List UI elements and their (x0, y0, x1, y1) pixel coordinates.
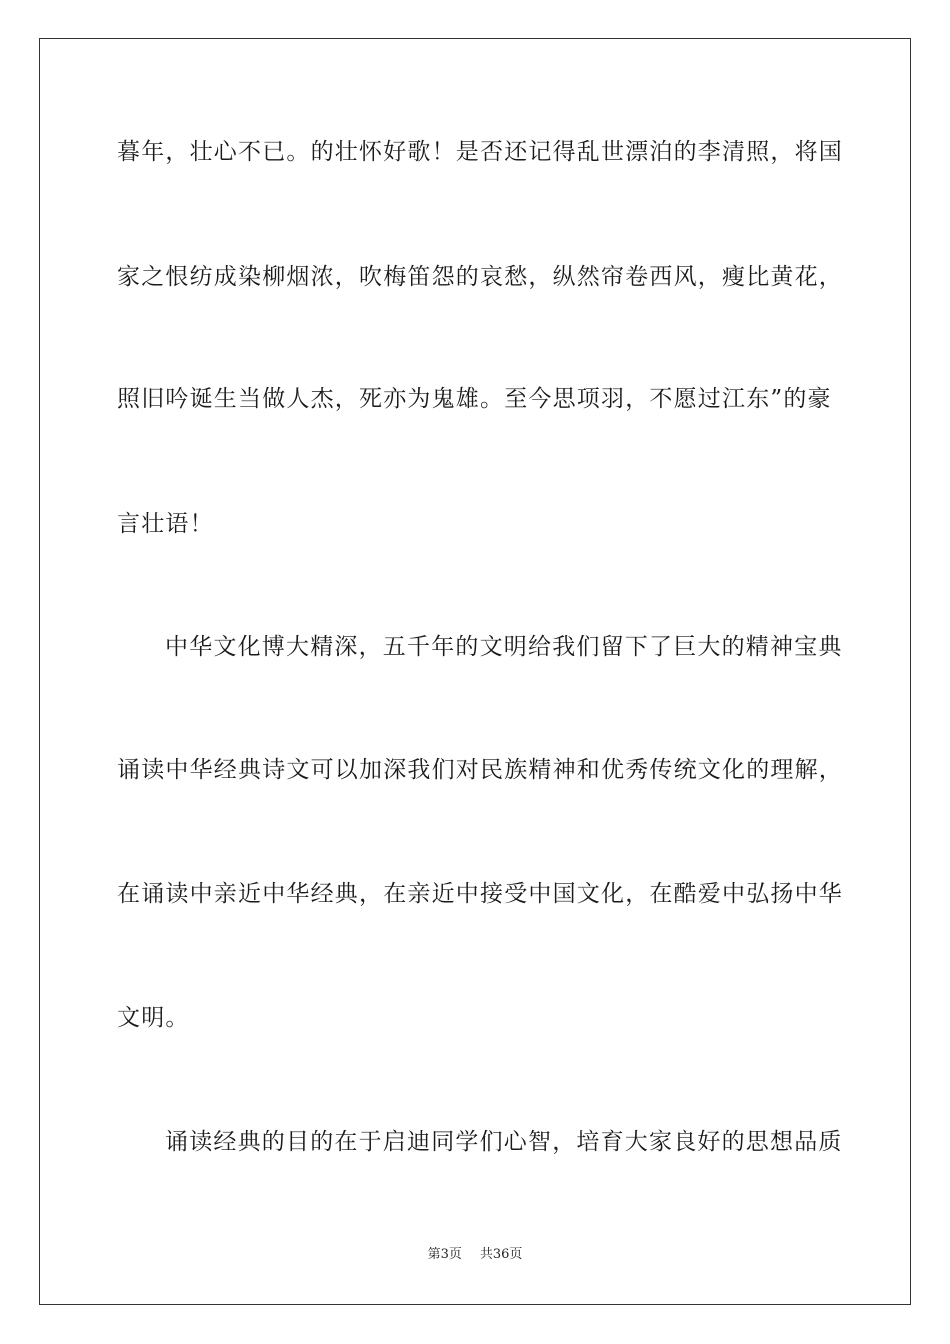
text-line-4: 言壮语！ (117, 511, 214, 537)
text-line-1: 暮年，壮心不已。的壮怀好歌！是否还记得乱世漂泊的李清照，将国 (117, 139, 843, 165)
page-footer (0, 1246, 950, 1264)
text-line-8: 文明。 (117, 1005, 190, 1031)
text-line-6: 诵读中华经典诗文可以加深我们对民族精神和优秀传统文化的理解， (117, 757, 843, 783)
page-total: 共36页 (479, 1247, 523, 1262)
text-line-9: 诵读经典的目的在于启迪同学们心智，培育大家良好的思想品质 (165, 1129, 843, 1155)
text-line-3: 照旧吟诞生当做人杰，死亦为鬼雄。至今思项羽，不愿过江东”的豪 (117, 386, 832, 412)
text-line-7: 在诵读中亲近中华经典，在亲近中接受中国文化，在酷爱中弘扬中华 (117, 881, 843, 907)
text-line-2: 家之恨纺成染柳烟浓，吹梅笛怨的哀愁，纵然帘卷西风，瘦比黄花， (117, 264, 843, 290)
page-number: 第3页 (427, 1247, 462, 1262)
page-frame (39, 38, 911, 1305)
text-line-5: 中华文化博大精深，五千年的文明给我们留下了巨大的精神宝典 (165, 634, 843, 660)
